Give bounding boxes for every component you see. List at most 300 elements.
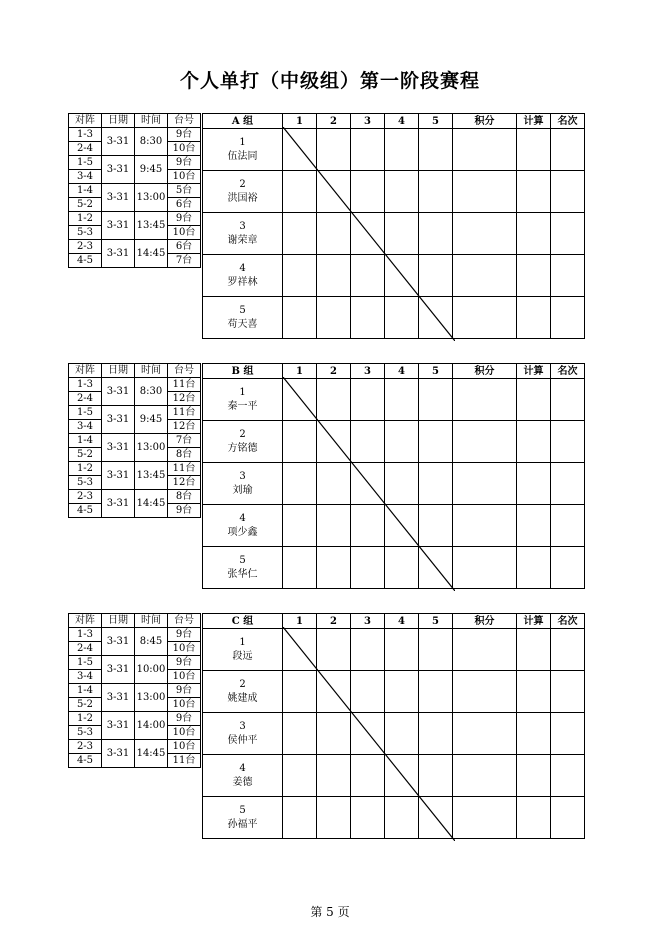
result-cell bbox=[283, 171, 317, 213]
result-cell bbox=[385, 505, 419, 547]
result-header-row bbox=[203, 364, 585, 379]
player-name: 姜德 bbox=[232, 776, 253, 788]
player-number: 1 bbox=[239, 636, 246, 648]
date-cell: 3-31 bbox=[102, 240, 135, 268]
table-number-cell: 9台 bbox=[168, 128, 201, 142]
player-row bbox=[203, 255, 585, 297]
result-cell bbox=[453, 379, 517, 421]
match-cell: 1-5 bbox=[69, 156, 102, 170]
player-name: 谢荣章 bbox=[227, 234, 258, 246]
result-cell bbox=[351, 129, 385, 171]
player-number: 2 bbox=[239, 678, 246, 690]
result-cell bbox=[517, 713, 551, 755]
match-cell: 5-3 bbox=[69, 226, 102, 240]
schedule-header: 日期 bbox=[102, 614, 135, 628]
table-number-cell: 9台 bbox=[168, 156, 201, 170]
schedule-row bbox=[69, 184, 201, 198]
player-name: 孙福平 bbox=[227, 818, 258, 830]
player-cell bbox=[203, 129, 283, 171]
player-number: 1 bbox=[239, 386, 246, 398]
group-label: A 组 bbox=[203, 114, 283, 129]
result-header: 1 bbox=[283, 364, 317, 379]
table-number-cell: 12台 bbox=[168, 392, 201, 406]
result-cell bbox=[419, 671, 453, 713]
result-cell bbox=[351, 379, 385, 421]
group-label: C 组 bbox=[203, 614, 283, 629]
result-cell bbox=[551, 421, 585, 463]
result-cell bbox=[351, 505, 385, 547]
player-cell bbox=[203, 671, 283, 713]
table-number-cell: 6台 bbox=[168, 240, 201, 254]
result-cell bbox=[551, 547, 585, 589]
schedule-header: 时间 bbox=[135, 114, 168, 128]
table-number-cell: 11台 bbox=[168, 754, 201, 768]
result-header: 积分 bbox=[453, 114, 517, 129]
result-table bbox=[202, 613, 585, 839]
player-row bbox=[203, 671, 585, 713]
result-cell bbox=[385, 797, 419, 839]
schedule-header: 时间 bbox=[135, 364, 168, 378]
date-cell: 3-31 bbox=[102, 184, 135, 212]
player-name: 伍法同 bbox=[227, 150, 258, 162]
table-number-cell: 11台 bbox=[168, 406, 201, 420]
result-cell bbox=[517, 379, 551, 421]
schedule-header: 时间 bbox=[135, 614, 168, 628]
table-number-cell: 12台 bbox=[168, 420, 201, 434]
result-cell bbox=[517, 671, 551, 713]
result-header: 3 bbox=[351, 364, 385, 379]
result-cell bbox=[551, 505, 585, 547]
schedule-row bbox=[69, 212, 201, 226]
result-cell bbox=[283, 629, 317, 671]
player-row bbox=[203, 713, 585, 755]
result-cell bbox=[385, 171, 419, 213]
schedule-header-row bbox=[69, 364, 201, 378]
table-number-cell: 11台 bbox=[168, 378, 201, 392]
result-header: 4 bbox=[385, 114, 419, 129]
result-cell bbox=[351, 463, 385, 505]
match-cell: 5-3 bbox=[69, 726, 102, 740]
result-cell bbox=[517, 129, 551, 171]
schedule-header: 日期 bbox=[102, 114, 135, 128]
match-cell: 4-5 bbox=[69, 254, 102, 268]
result-cell bbox=[351, 213, 385, 255]
match-cell: 1-2 bbox=[69, 212, 102, 226]
date-cell: 3-31 bbox=[102, 128, 135, 156]
date-cell: 3-31 bbox=[102, 684, 135, 712]
player-number: 3 bbox=[239, 220, 246, 232]
player-cell bbox=[203, 755, 283, 797]
result-cell bbox=[317, 797, 351, 839]
schedule-header: 对阵 bbox=[69, 114, 102, 128]
player-number: 5 bbox=[239, 554, 246, 566]
table-number-cell: 10台 bbox=[168, 142, 201, 156]
result-cell bbox=[419, 213, 453, 255]
time-cell: 13:00 bbox=[135, 434, 168, 462]
result-cell bbox=[385, 463, 419, 505]
player-row bbox=[203, 463, 585, 505]
player-row bbox=[203, 797, 585, 839]
result-cell bbox=[385, 213, 419, 255]
result-cell bbox=[283, 255, 317, 297]
result-cell bbox=[283, 213, 317, 255]
table-number-cell: 11台 bbox=[168, 462, 201, 476]
result-cell bbox=[453, 171, 517, 213]
player-row bbox=[203, 629, 585, 671]
result-cell bbox=[385, 755, 419, 797]
page-footer: 第 5 页 bbox=[310, 905, 350, 919]
player-cell bbox=[203, 629, 283, 671]
result-cell bbox=[517, 797, 551, 839]
player-name: 段远 bbox=[232, 650, 253, 662]
player-cell bbox=[203, 713, 283, 755]
result-header: 4 bbox=[385, 364, 419, 379]
result-header: 1 bbox=[283, 114, 317, 129]
match-cell: 1-3 bbox=[69, 628, 102, 642]
result-header-row bbox=[203, 114, 585, 129]
date-cell: 3-31 bbox=[102, 656, 135, 684]
result-cell bbox=[517, 421, 551, 463]
group-label: B 组 bbox=[203, 364, 283, 379]
result-cell bbox=[283, 713, 317, 755]
result-cell bbox=[453, 129, 517, 171]
table-number-cell: 9台 bbox=[168, 628, 201, 642]
result-cell bbox=[317, 629, 351, 671]
player-number: 5 bbox=[239, 304, 246, 316]
result-cell bbox=[351, 171, 385, 213]
result-cell bbox=[419, 129, 453, 171]
player-name: 秦一平 bbox=[227, 400, 258, 412]
result-cell bbox=[453, 671, 517, 713]
date-cell: 3-31 bbox=[102, 740, 135, 768]
table-number-cell: 10台 bbox=[168, 642, 201, 656]
player-name: 方铭德 bbox=[227, 442, 258, 454]
schedule-row bbox=[69, 406, 201, 420]
table-number-cell: 12台 bbox=[168, 476, 201, 490]
date-cell: 3-31 bbox=[102, 628, 135, 656]
player-cell bbox=[203, 421, 283, 463]
date-cell: 3-31 bbox=[102, 156, 135, 184]
result-cell bbox=[453, 213, 517, 255]
player-number: 3 bbox=[239, 720, 246, 732]
result-cell bbox=[419, 629, 453, 671]
result-cell bbox=[351, 255, 385, 297]
result-cell bbox=[419, 713, 453, 755]
result-header-row bbox=[203, 614, 585, 629]
result-cell bbox=[317, 213, 351, 255]
result-cell bbox=[317, 421, 351, 463]
time-cell: 14:45 bbox=[135, 240, 168, 268]
result-cell bbox=[551, 379, 585, 421]
result-cell bbox=[517, 547, 551, 589]
result-header: 名次 bbox=[551, 114, 585, 129]
player-row bbox=[203, 379, 585, 421]
player-row bbox=[203, 421, 585, 463]
schedule-table bbox=[68, 113, 201, 268]
result-cell bbox=[453, 463, 517, 505]
player-cell bbox=[203, 171, 283, 213]
result-header: 计算 bbox=[517, 114, 551, 129]
player-cell bbox=[203, 255, 283, 297]
result-cell bbox=[551, 713, 585, 755]
result-cell bbox=[283, 421, 317, 463]
table-number-cell: 9台 bbox=[168, 684, 201, 698]
time-cell: 14:00 bbox=[135, 712, 168, 740]
schedule-header: 台号 bbox=[168, 614, 201, 628]
player-row bbox=[203, 547, 585, 589]
table-number-cell: 10台 bbox=[168, 698, 201, 712]
schedule-row bbox=[69, 156, 201, 170]
result-cell bbox=[283, 379, 317, 421]
result-cell bbox=[317, 463, 351, 505]
match-cell: 4-5 bbox=[69, 754, 102, 768]
result-header: 积分 bbox=[453, 364, 517, 379]
result-cell bbox=[283, 671, 317, 713]
player-cell bbox=[203, 379, 283, 421]
match-cell: 5-2 bbox=[69, 698, 102, 712]
player-number: 4 bbox=[239, 512, 246, 524]
result-header: 5 bbox=[419, 114, 453, 129]
group-section bbox=[68, 363, 588, 593]
schedule-row bbox=[69, 490, 201, 504]
schedule-row bbox=[69, 240, 201, 254]
result-cell bbox=[283, 505, 317, 547]
result-header: 2 bbox=[317, 114, 351, 129]
table-number-cell: 6台 bbox=[168, 198, 201, 212]
result-cell bbox=[351, 297, 385, 339]
result-table bbox=[202, 363, 585, 589]
player-cell bbox=[203, 797, 283, 839]
player-cell bbox=[203, 213, 283, 255]
result-cell bbox=[283, 297, 317, 339]
table-number-cell: 10台 bbox=[168, 670, 201, 684]
player-number: 5 bbox=[239, 804, 246, 816]
player-number: 3 bbox=[239, 470, 246, 482]
result-cell bbox=[517, 629, 551, 671]
result-cell bbox=[453, 755, 517, 797]
time-cell: 8:30 bbox=[135, 378, 168, 406]
result-header: 1 bbox=[283, 614, 317, 629]
result-cell bbox=[283, 755, 317, 797]
match-cell: 3-4 bbox=[69, 670, 102, 684]
result-cell bbox=[419, 171, 453, 213]
result-cell bbox=[317, 713, 351, 755]
match-cell: 1-4 bbox=[69, 684, 102, 698]
result-cell bbox=[351, 547, 385, 589]
date-cell: 3-31 bbox=[102, 462, 135, 490]
table-number-cell: 8台 bbox=[168, 490, 201, 504]
result-cell bbox=[351, 755, 385, 797]
result-cell bbox=[283, 129, 317, 171]
result-cell bbox=[453, 713, 517, 755]
result-cell bbox=[517, 171, 551, 213]
player-number: 1 bbox=[239, 136, 246, 148]
player-name: 张华仁 bbox=[227, 568, 258, 580]
result-cell bbox=[317, 297, 351, 339]
table-number-cell: 10台 bbox=[168, 226, 201, 240]
result-cell bbox=[385, 671, 419, 713]
result-cell bbox=[385, 379, 419, 421]
group-section bbox=[68, 113, 588, 343]
schedule-table bbox=[68, 363, 201, 518]
player-row bbox=[203, 505, 585, 547]
schedule-row bbox=[69, 462, 201, 476]
result-cell bbox=[517, 463, 551, 505]
result-cell bbox=[385, 629, 419, 671]
result-cell bbox=[317, 671, 351, 713]
result-table bbox=[202, 113, 585, 339]
result-header: 5 bbox=[419, 364, 453, 379]
match-cell: 5-2 bbox=[69, 448, 102, 462]
player-number: 2 bbox=[239, 178, 246, 190]
result-header: 计算 bbox=[517, 614, 551, 629]
group-section bbox=[68, 613, 588, 843]
match-cell: 2-3 bbox=[69, 240, 102, 254]
result-cell bbox=[419, 797, 453, 839]
result-cell bbox=[551, 171, 585, 213]
schedule-header: 对阵 bbox=[69, 364, 102, 378]
result-cell bbox=[453, 297, 517, 339]
result-cell bbox=[385, 129, 419, 171]
table-number-cell: 9台 bbox=[168, 212, 201, 226]
result-cell bbox=[551, 797, 585, 839]
result-header: 3 bbox=[351, 114, 385, 129]
page-title: 个人单打（中级组）第一阶段赛程 bbox=[179, 70, 480, 92]
player-cell bbox=[203, 463, 283, 505]
table-number-cell: 8台 bbox=[168, 448, 201, 462]
result-cell bbox=[317, 755, 351, 797]
schedule-header: 台号 bbox=[168, 114, 201, 128]
player-name: 洪国裕 bbox=[227, 192, 258, 204]
result-cell bbox=[419, 255, 453, 297]
result-cell bbox=[317, 505, 351, 547]
table-number-cell: 10台 bbox=[168, 170, 201, 184]
result-cell bbox=[453, 421, 517, 463]
schedule-header-row bbox=[69, 114, 201, 128]
player-cell bbox=[203, 547, 283, 589]
result-cell bbox=[453, 255, 517, 297]
time-cell: 8:45 bbox=[135, 628, 168, 656]
match-cell: 1-2 bbox=[69, 712, 102, 726]
result-header: 名次 bbox=[551, 614, 585, 629]
table-number-cell: 9台 bbox=[168, 712, 201, 726]
result-cell bbox=[283, 463, 317, 505]
time-cell: 14:45 bbox=[135, 490, 168, 518]
result-cell bbox=[351, 797, 385, 839]
match-cell: 2-4 bbox=[69, 142, 102, 156]
match-cell: 5-2 bbox=[69, 198, 102, 212]
schedule-row bbox=[69, 128, 201, 142]
result-cell bbox=[419, 297, 453, 339]
result-header: 4 bbox=[385, 614, 419, 629]
result-cell bbox=[551, 463, 585, 505]
result-cell bbox=[351, 629, 385, 671]
player-name: 罗祥林 bbox=[227, 276, 258, 288]
result-cell bbox=[419, 547, 453, 589]
schedule-row bbox=[69, 684, 201, 698]
schedule-row bbox=[69, 712, 201, 726]
result-cell bbox=[551, 213, 585, 255]
match-cell: 1-4 bbox=[69, 434, 102, 448]
time-cell: 9:45 bbox=[135, 406, 168, 434]
result-header: 3 bbox=[351, 614, 385, 629]
player-name: 苟天喜 bbox=[227, 318, 258, 330]
player-row bbox=[203, 755, 585, 797]
match-cell: 1-4 bbox=[69, 184, 102, 198]
result-cell bbox=[419, 463, 453, 505]
result-cell bbox=[351, 671, 385, 713]
player-row bbox=[203, 129, 585, 171]
schedule-header: 台号 bbox=[168, 364, 201, 378]
result-cell bbox=[317, 255, 351, 297]
result-cell bbox=[385, 421, 419, 463]
result-header: 计算 bbox=[517, 364, 551, 379]
player-name: 姚建成 bbox=[227, 692, 258, 704]
date-cell: 3-31 bbox=[102, 378, 135, 406]
match-cell: 4-5 bbox=[69, 504, 102, 518]
match-cell: 1-3 bbox=[69, 128, 102, 142]
time-cell: 8:30 bbox=[135, 128, 168, 156]
result-cell bbox=[453, 797, 517, 839]
date-cell: 3-31 bbox=[102, 212, 135, 240]
player-cell bbox=[203, 505, 283, 547]
time-cell: 9:45 bbox=[135, 156, 168, 184]
schedule-row bbox=[69, 740, 201, 754]
result-cell bbox=[517, 213, 551, 255]
result-cell bbox=[385, 255, 419, 297]
result-cell bbox=[385, 713, 419, 755]
result-cell bbox=[317, 547, 351, 589]
table-number-cell: 7台 bbox=[168, 434, 201, 448]
date-cell: 3-31 bbox=[102, 490, 135, 518]
time-cell: 13:00 bbox=[135, 184, 168, 212]
match-cell: 2-4 bbox=[69, 392, 102, 406]
result-cell bbox=[351, 421, 385, 463]
schedule-header: 日期 bbox=[102, 364, 135, 378]
player-row bbox=[203, 171, 585, 213]
table-number-cell: 7台 bbox=[168, 254, 201, 268]
result-cell bbox=[317, 129, 351, 171]
match-cell: 1-5 bbox=[69, 656, 102, 670]
result-cell bbox=[385, 297, 419, 339]
result-cell bbox=[551, 755, 585, 797]
result-header: 积分 bbox=[453, 614, 517, 629]
result-cell bbox=[419, 421, 453, 463]
player-number: 4 bbox=[239, 762, 246, 774]
player-name: 项少鑫 bbox=[227, 526, 258, 538]
player-number: 2 bbox=[239, 428, 246, 440]
result-header: 2 bbox=[317, 364, 351, 379]
schedule-header-row bbox=[69, 614, 201, 628]
result-cell bbox=[317, 379, 351, 421]
date-cell: 3-31 bbox=[102, 712, 135, 740]
result-cell bbox=[283, 797, 317, 839]
match-cell: 2-3 bbox=[69, 740, 102, 754]
result-cell bbox=[419, 379, 453, 421]
result-header: 2 bbox=[317, 614, 351, 629]
match-cell: 1-2 bbox=[69, 462, 102, 476]
table-number-cell: 10台 bbox=[168, 740, 201, 754]
date-cell: 3-31 bbox=[102, 406, 135, 434]
result-cell bbox=[551, 671, 585, 713]
result-cell bbox=[317, 171, 351, 213]
time-cell: 13:45 bbox=[135, 462, 168, 490]
table-number-cell: 9台 bbox=[168, 656, 201, 670]
time-cell: 13:00 bbox=[135, 684, 168, 712]
result-header: 5 bbox=[419, 614, 453, 629]
match-cell: 2-3 bbox=[69, 490, 102, 504]
schedule-row bbox=[69, 656, 201, 670]
